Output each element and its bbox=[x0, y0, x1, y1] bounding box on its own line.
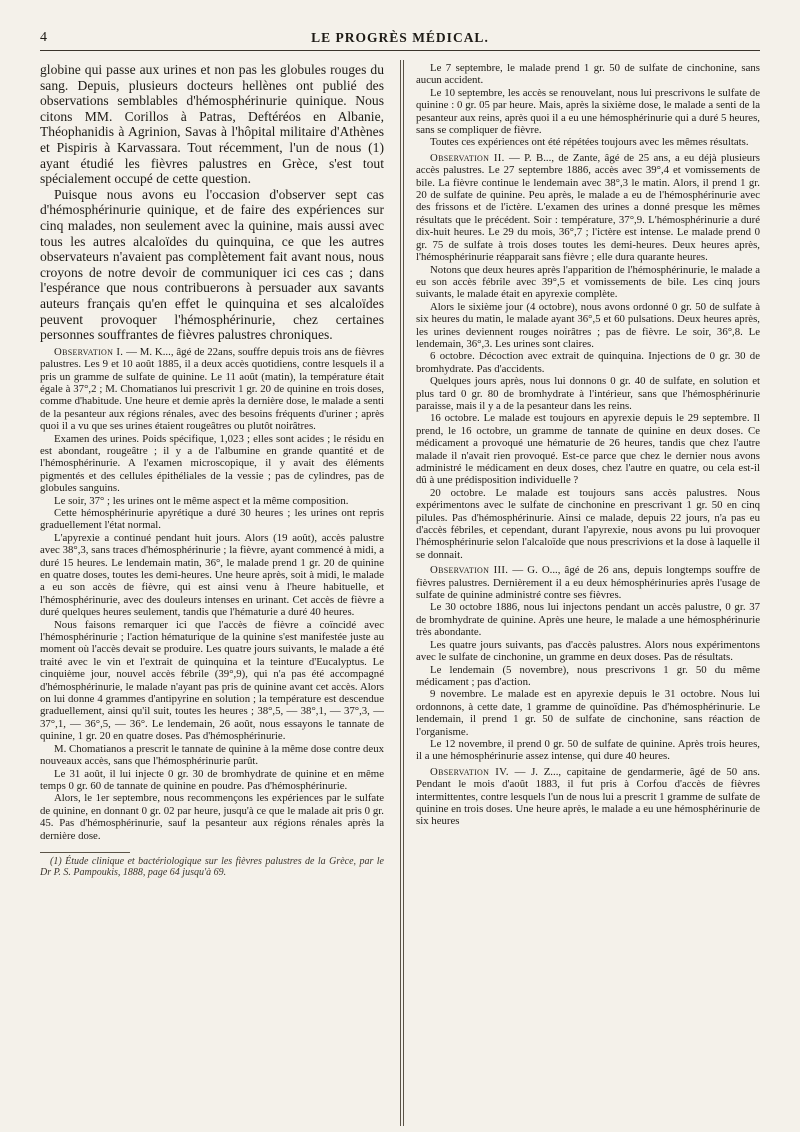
paragraph: 9 novembre. Le malade est en apyrexie depuis le 31 octobre. Nous lui ordonnons, à cette date, 1 gramme de quinoïdine. Pas d'hémosphérinurie. Le lendemain, il prend 1 gr. 50 de sulfate de cinchonine, sans réaction de l'organisme. bbox=[416, 688, 760, 738]
paragraph: Le soir, 37° ; les urines ont le même aspect et la même composition. bbox=[54, 494, 349, 507]
paragraph: L'apyrexie a continué pendant huit jours. Alors (19 août), accès palustre avec 38°,3, sans traces d'hémosphérinurie ; la fièvre, ayant commencé à midi, a duré 15 heures. Le lendemain matin, 36°, le malade prend 1 gr. 20 de quinine en quatre doses, toutes les demi-heures. Une heure après, soit à midi, le malade a eu son accès de fièvre, qui est ainsi venu à l'heure habituelle, et l'hémosphérinurie, avec des douleurs intenses en urinant. Cet accès de fièvre a duré quelques heures seulement, tandis que l'hématurie a duré 40 heures. bbox=[40, 531, 384, 619]
observation-label: Observation IV. bbox=[430, 765, 509, 778]
paragraph: Cette hémosphérinurie apyrétique a duré 30 heures ; les urines ont repris graduellement l'état normal. bbox=[40, 506, 384, 532]
paragraph: 20 octobre. Le malade est toujours sans accès palustres. Nous expérimentons avec le sulfate de cinchonine en prescrivant 1 gr. 50 en cinq pilules. Pas d'hémosphérinurie. Ainsi ce malade, depuis 22 jours, n'a pas eu d'accès fébriles, et cependant, durant l'apyrexie, nous avons pu lui provoquer l'hémosphérinurie selon l'alcaloïde que nous prescrivions et la dose à laquelle il se donnait. bbox=[416, 486, 760, 561]
page-header bbox=[40, 28, 760, 51]
observation-label: Observation II. bbox=[430, 151, 505, 164]
paragraph: Quelques jours après, nous lui donnons 0 gr. 40 de sulfate, en solution et plus tard 0 gr. 80 de bromhydrate à l'intérieur, sans que l'hémosphérinurie paraisse, mais il y a de la pesanteur dans les reins. bbox=[416, 375, 760, 412]
paragraph: Le 30 octobre 1886, nous lui injectons pendant un accès palustre, 0 gr. 37 de bromhydrate de quinine. Après une heure, le malade a une hémosphérinurie très abondante. bbox=[416, 601, 760, 639]
observation-1 bbox=[40, 346, 384, 433]
observation-text: — J. Z..., capitaine de gendarmerie, âgé de 50 ans. Pendant le mois d'août 1883, il fut pris à Corfou d'accès de fièvres intermittentes, contre lesquels l'un de nous lui a prescrit 1 gramme de sulfate de quinine en trois doses. Une heure après, le malade a eu une hémosphérinurie de six heures bbox=[416, 765, 760, 828]
paragraph: Le 7 septembre, le malade prend 1 gr. 50 de sulfate de cinchonine, sans aucun accident. bbox=[416, 62, 760, 87]
observation-4 bbox=[416, 766, 760, 828]
paragraph: Puisque nous avons eu l'occasion d'observer sept cas d'hémosphérinurie quinique, et de faire des expériences sur cinq malades, non seulement avec la quinine, mais aussi avec tous les autres alcaloïdes du quinquina, ce que les autres observateurs n'avaient pas complètement fait avant nous, nous croyons de notre devoir de communiquer ici ces cas ; dans l'espérance que nous contribuerons à persuader aux savants auteurs français qu'en effet le quinquina et ses alcaloïdes peuvent provoquer l'hémosphérinurie, chez certaines personnes souffrantes de fièvres palustres chroniques. bbox=[40, 186, 384, 343]
running-title: LE PROGRÈS MÉDICAL. bbox=[311, 30, 489, 45]
observation-label: Observation III. bbox=[430, 564, 509, 577]
observation-text: — P. B..., de Zante, âgé de 25 ans, a eu déjà plusieurs accès palustres. Le 27 septembre 1886, accès avec 39°,4 et vomissements de bile. La fièvre continue le lendemain avec 38°,3 le matin. Alors, il prend 1 gr. 20 de sulfate de quinine. Peu après, le malade a eu de l'hémosphérinurie avec des frissons et de l'ictère. L'examen des urines a donné presque les mêmes résultats que le précédent. Soir : température, 37°,9. L'hémosphérinurie a duré dix-huit heures. Le 29 du mois, 36°,7 ; l'ictère est intense. Le malade prend 0 gr. 75 de sulfate à trois doses toutes les demi-heures. Deux heures après, l'hémosphérinurie réapparait sans fièvre ; elle dura quarante heures. bbox=[416, 151, 760, 264]
paragraph: Examen des urines. Poids spécifique, 1,023 ; elles sont acides ; le résidu en est abondant, rougeâtre ; il y a de l'albumine en grande quantité et de l'hémosphérinurie. A l'examen microscopique, il y avait des éléments pigmentés et des cellules épithéliales de la vessie ; pas de cylindres, pas de globules sanguins. bbox=[40, 432, 384, 495]
observation-3 bbox=[416, 564, 760, 601]
paragraph: Le 10 septembre, les accès se renouvelant, nous lui prescrivons le sulfate de quinine : 0 gr. 05 par heure. Mais, après la sixième dose, le malade a senti de la pesanteur aux reins, après quoi il a eu une hémosphérinurie qui a duré 5 heures, sans se compliquer de fièvre. bbox=[416, 86, 760, 137]
paragraph: Nous faisons remarquer ici que l'accès de fièvre a coïncidé avec l'hémosphérinurie ; l'action hématurique de la quinine s'est manifestée juste au moment où l'accès devait se produire. Les quatre jours suivants, le malade a été traité avec le vin et l'extrait de quinquina et la teinture d'Eucalyptus. Le cinquième jour, nouvel accès fébrile (39°,9), qui n'a pas été accompagné d'hémosphérinurie, le malade n'ayant pas pris de quinine avant cet accès. Alors on lui donne 4 grammes d'antipyrine en solution ; la température est descendue graduellement, ainsi qu'il suit, toutes les heures ; 38°,5, — 38°,1, — 37°,3, — 37°,1, — 36°,5, — 36°. Le lendemain, 26 août, nous essayons le tannate de quinine, 1 gr. 20 en quatre doses. Pas d'hémosphérinurie. bbox=[40, 618, 384, 743]
paragraph: Alors, le 1er septembre, nous recommençons les expériences par le sulfate de quinine, en donnant 0 gr. 02 par heure, jusqu'à ce que le malade ait pris 0 gr. 45. Pas d'hémosphérinurie, sauf la pesanteur aux régions rénales après la dernière dose. bbox=[40, 792, 384, 842]
observation-text: — M. K..., âgé de 22ans, souffre depuis trois ans de fièvres palustres. Les 9 et 10 août 1885, il a deux accès quotidiens, contre lesquels il a pris un gramme de sulfate de quinine. Le 11 août (matin), la température était égale à 37°,2 ; M. Chomatianos lui prescrivit 1 gr. 20 de quinine en trois doses, comme d'habitude. Une heure et demie après la dernière dose, le malade a senti de la pesanteur aux régions rénales, avec des besoins fréquents d'uriner ; après quoi il a vu que ses urines étaient rougeâtres ou plutôt noirâtres. bbox=[40, 345, 384, 433]
observation-text: — G. O..., âgé de 26 ans, depuis longtemps souffre de fièvres palustres. Dernièrement il a eu deux hémosphérinuries après l'usage de sulfate de quinine administré contre ses fièvres. bbox=[416, 564, 760, 602]
observation-2 bbox=[416, 152, 760, 264]
right-column bbox=[416, 62, 760, 1132]
paragraph: M. Chomatianos a prescrit le tannate de quinine à la même dose contre deux nouveaux accès, sans que l'hémosphérinurie parût. bbox=[40, 742, 384, 768]
paragraph: Toutes ces expériences ont été répétées toujours avec les mêmes résultats. bbox=[430, 136, 749, 149]
page-number: 4 bbox=[40, 30, 47, 45]
column-rule-second bbox=[403, 60, 404, 1126]
paragraph: Notons que deux heures après l'apparition de l'hémosphérinurie, le malade a eu son accès fébrile avec 39°,5 et vomissements de bile. Les cinq jours suivants, le malade était en apyrexie complète. bbox=[416, 263, 760, 301]
column-rule bbox=[400, 60, 401, 1126]
paragraph: 16 octobre. Le malade est toujours en apyrexie depuis le 29 septembre. Il prend, le 16 octobre, un gramme de tannate de quinine en deux doses. Ce médicament a provoqué une hématurie de 26 heures, tandis que chez l'autre malade il n'avait rien provoqué. Est-ce parce que chez le dernier nous avons administré le médicament en deux doses, chez l'autre en quatre, ou cela est-il dû à une prédisposition individuelle ? bbox=[416, 412, 760, 487]
paragraph: Le 31 août, il lui injecte 0 gr. 30 de bromhydrate de quinine et en même temps 0 gr. 60 de tannate de quinine en poudre. Pas d'hémosphérinurie. bbox=[40, 767, 384, 792]
paragraph: Les quatre jours suivants, pas d'accès palustres. Alors nous expérimentons avec le sulfate de cinchonine, un gramme en deux doses. Pas de résultats. bbox=[416, 638, 760, 664]
footnote-rule bbox=[40, 852, 130, 853]
paragraph: Alors le sixième jour (4 octobre), nous avons ordonné 0 gr. 50 de sulfate à six heures du matin, le malade ayant 36°,5 et 60 pulsations. Deux heures après, les urines deviennent rouges noirâtres ; pas de fièvre. Le soir, 36°,8. Le lendemain, 36°,3. Les urines sont claires. bbox=[416, 300, 760, 350]
paragraph: Le lendemain (5 novembre), nous prescrivons 1 gr. 50 du même médicament ; pas d'action. bbox=[416, 663, 760, 688]
left-column bbox=[40, 62, 384, 1132]
paragraph: 6 octobre. Décoction avec extrait de quinquina. Injections de 0 gr. 30 de bromhydrate. Pas d'accidents. bbox=[416, 350, 760, 375]
footnote: (1) Étude clinique et bactériologique sur les fièvres palustres de la Grèce, par le Dr P. S. Pampoukis, 1888, page 64 jusqu'à 69. bbox=[40, 855, 384, 879]
observation-label: Observation I. bbox=[54, 345, 124, 358]
paragraph: Le 12 novembre, il prend 0 gr. 50 de sulfate de quinine. Après trois heures, il a une hémosphérinurie assez intense, qui dure 40 heures. bbox=[416, 737, 760, 763]
paragraph: globine qui passe aux urines et non pas les globules rouges du sang. Depuis, plusieurs docteurs hellènes ont publié des observations semblables d'hémosphérinurie quinique. Nous citons MM. Corillos à Patras, Deftéréos en Albanie, Théophanidis à Agrinion, Savas à l'hôpital militaire d'Athènes et Pispiris à Karvassara. Tout récemment, l'un de nous (1) ayant étudié les fièvres palustres en Grèce, s'est tout spécialement occupé de cette question. bbox=[40, 62, 384, 187]
